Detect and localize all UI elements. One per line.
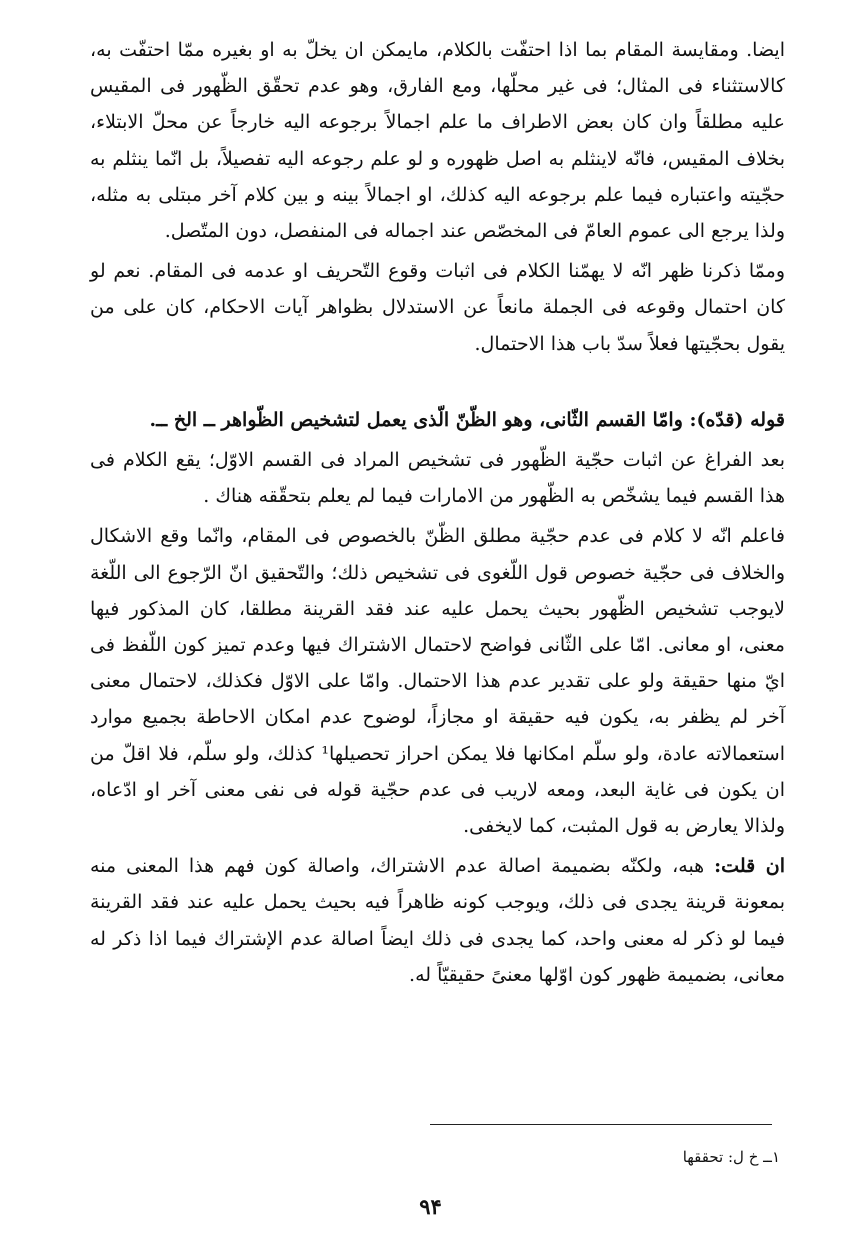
paragraph-5-text: هبه، ولكنّه بضميمة اصالة عدم الاشتراك، واصالة كون فهم هذا المعنى منه بمعونة قرينة يجدى فى ذلك، ويوجب كونه ظاهراً فيه بحيث يحمل عليه عند فقد القرينة فيما لو ذكر له معنى واحد، كما يجدى فى ذلك ايضاً اصالة عدم الإشتراك فيما اذا ذكر له معانى، بضميمة ظهور كون اوّلها معنىً حقيقيّاً له.: [90, 855, 785, 986]
section-heading-text: قوله (قدّه): وامّا القسم الثّانى، وهو الظّنّ الّذى يعمل لتشخيص الظّواهر ــ الخ ــ.: [149, 408, 785, 431]
paragraph-1: [90, 32, 785, 249]
body-text: [90, 32, 785, 993]
paragraph-3-text: بعد الفراغ عن اثبات حجّية الظّهور فى تشخيص المراد فى القسم الاوّل؛ يقع الكلام فى هذا القسم فيما يشخّص به الظّهور من الامارات فيما لم يعلم بتحقّقه هناك .: [90, 449, 785, 508]
objection-lead: ان قلت:: [714, 855, 785, 878]
paragraph-3: [90, 442, 785, 514]
paragraph-5: [90, 848, 785, 993]
paragraph-2-text: وممّا ذكرنا ظهر انّه لا يهمّنا الكلام فى اثبات وقوع التّحريف او عدمه فى المقام. نعم لو كان احتمال وقوعه فى الجملة مانعاً عن الاستدلال بظواهر آيات الاحكام، كان على من يقول بحجّيتها فعلاً سدّ باب هذا الاحتمال.: [90, 260, 785, 355]
page-number: ٩۴: [419, 1194, 442, 1219]
paragraph-1-text: ايضا. ومقايسة المقام بما اذا احتفّت بالكلام، مايمكن ان يخلّ به او بغيره ممّا احتفّت به، كالاستثناء فى المثال؛ فى غير محلّها، ومع الفارق، وهو عدم تحقّق الظّهور فى المقيس عليه مطلقاً وان كان بعض الاطراف ما علم اجمالاً برجوعه اليه خارجاً عن محلّ الابتلاء، بخلاف المقيس، فانّه لاينثلم به اصل ظهوره و لو علم رجوعه اليه تفصيلاً، بل انّما ينثلم به حجّيته واعتباره فيما علم برجوعه اليه كذلك، او اجمالاً بينه و بين كلام آخر مبتلى به مثله، ولذا يرجع الى عموم العامّ فى المخصّص عند اجماله فى المنفصل، دون المتّصل.: [90, 39, 785, 243]
footnote: ١ــ خ ل: تحققها: [682, 1148, 780, 1166]
section-heading: [90, 402, 785, 438]
footnote-divider: [430, 1124, 772, 1125]
paragraph-4-text: فاعلم انّه لا كلام فى عدم حجّية مطلق الظّنّ بالخصوص فى المقام، وانّما وقع الاشكال والخلاف فى حجّية خصوص قول اللّغوى فى تشخيص ذلك؛ والتّحقيق انّ الرّجوع الى اللّغة لايوجب تشخيص الظّهور بحيث يحمل عليه عند فقد القرينة مطلقا، كان المذكور فيها معنى، او معانى. امّا على الثّانى فواضح لاحتمال الاشتراك فيها وعدم تميز كون اللّفظ فى ايّ منها حقيقة ولو على تقدير عدم هذا الاحتمال. وامّا على الاوّل فكذلك، لاحتمال معنى آخر لم يظفر به، يكون فيه حقيقة او مجازاً، لوضوح عدم امكان الاحاطة بجميع موارد استعمالاته عادة، ولو سلّم امكانها فلا يمكن احراز تحصيلها¹ كذلك، ولو سلّم، فلا اقلّ من ان يكون فى غاية البعد، ومعه لاريب فى عدم حجّية قوله فى نفى معنى آخر او ادّعاه، ولذالا يعارض به قول المثبت، كما لايخفى.: [90, 525, 785, 838]
paragraph-4: [90, 518, 785, 844]
paragraph-2: [90, 253, 785, 362]
